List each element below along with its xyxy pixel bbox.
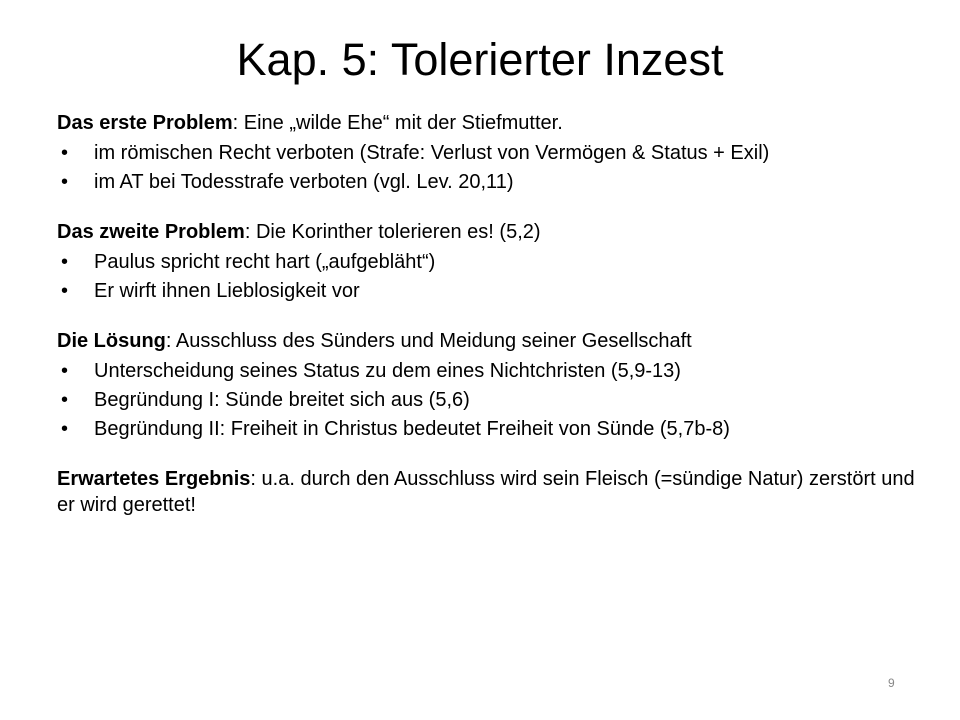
section-second-problem — [57, 219, 917, 302]
bullet-icon: • — [61, 251, 69, 273]
bullet-list — [57, 142, 917, 193]
section-heading-text: : u.a. durch den Ausschluss wird sein Fleisch (=sündige Natur) zerstört und er wird gerettet! — [57, 468, 915, 516]
bullet-text: im AT bei Todesstrafe verboten (vgl. Lev. 20,11) — [94, 171, 514, 193]
section-expected-result — [57, 466, 917, 518]
bullet-text: Unterscheidung seines Status zu dem eines Nichtchristen (5,9-13) — [94, 360, 681, 382]
section-heading-bold: Die Lösung — [57, 330, 166, 352]
bullet-item — [57, 171, 917, 193]
bullet-icon: • — [61, 171, 69, 193]
bullet-icon: • — [61, 418, 69, 440]
bullet-item — [57, 251, 917, 273]
bullet-text: Begründung I: Sünde breitet sich aus (5,6) — [94, 389, 470, 411]
bullet-item — [57, 280, 917, 302]
bullet-icon: • — [61, 389, 69, 411]
bullet-text: im römischen Recht verboten (Strafe: Verlust von Vermögen & Status + Exil) — [94, 142, 770, 164]
section-first-problem — [57, 110, 917, 193]
section-heading-bold: Das zweite Problem — [57, 221, 245, 243]
section-heading-text: : Eine „wilde Ehe“ mit der Stiefmutter. — [232, 112, 563, 134]
bullet-icon: • — [61, 360, 69, 382]
section-heading — [57, 219, 917, 245]
section-heading-bold: Erwartetes Ergebnis — [57, 468, 251, 490]
section-heading-bold: Das erste Problem — [57, 112, 233, 134]
section-solution — [57, 328, 917, 440]
bullet-item — [57, 360, 917, 382]
page-number: 9 — [888, 676, 895, 690]
section-heading — [57, 466, 917, 518]
bullet-list — [57, 251, 917, 302]
bullet-icon: • — [61, 280, 69, 302]
bullet-icon: • — [61, 142, 69, 164]
bullet-text: Paulus spricht recht hart („aufgebläht“) — [94, 251, 436, 273]
section-heading-text: : Die Korinther tolerieren es! (5,2) — [244, 221, 541, 243]
bullet-item — [57, 389, 917, 411]
bullet-list — [57, 360, 917, 440]
bullet-text: Begründung II: Freiheit in Christus bedeutet Freiheit von Sünde (5,7b-8) — [94, 418, 730, 440]
bullet-text: Er wirft ihnen Lieblosigkeit vor — [94, 280, 360, 302]
slide-title: Kap. 5: Tolerierter Inzest — [236, 34, 724, 85]
bullet-item — [57, 142, 917, 164]
section-heading-text: : Ausschluss des Sünders und Meidung seiner Gesellschaft — [165, 330, 692, 352]
section-heading — [57, 110, 917, 136]
slide-content — [57, 110, 917, 544]
bullet-item — [57, 418, 917, 440]
section-heading — [57, 328, 917, 354]
